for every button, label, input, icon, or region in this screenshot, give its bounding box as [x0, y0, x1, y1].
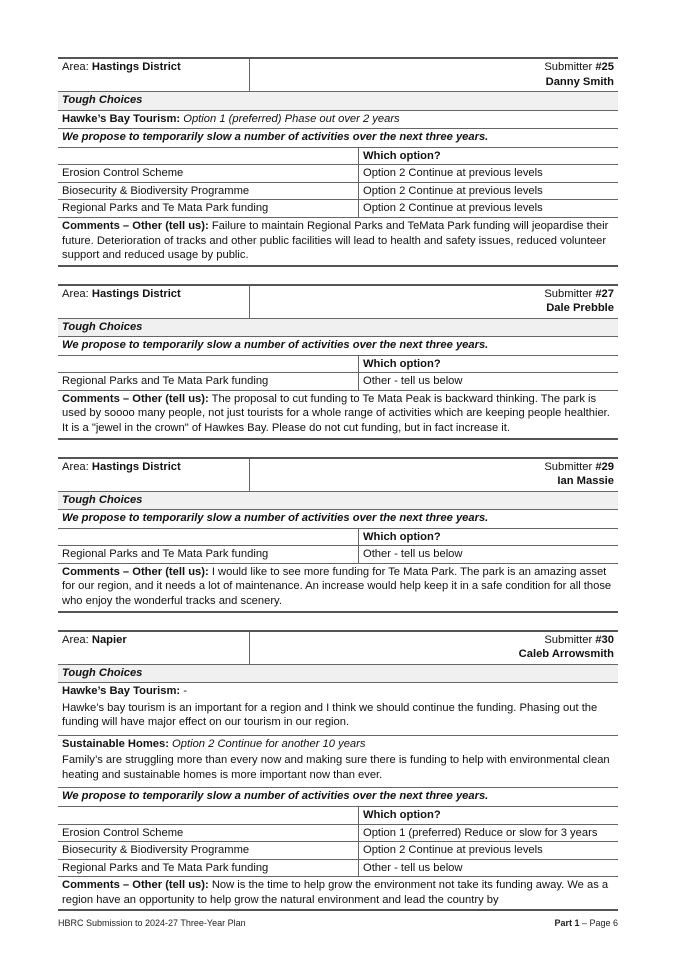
submitter-name: Ian Massie [557, 475, 614, 488]
option-activity: Regional Parks and Te Mata Park funding [58, 200, 359, 217]
page-footer [58, 918, 618, 930]
option-choice: Other - tell us below [363, 548, 463, 561]
comments-label: Comments – Other (tell us): [62, 565, 209, 578]
options-header [58, 528, 618, 546]
comments-label: Comments – Other (tell us): [62, 879, 209, 892]
submitter-label: Submitter [544, 61, 593, 73]
option-row [58, 199, 618, 217]
which-option-label: Which option? [363, 357, 441, 370]
option-choice: Option 2 Continue at previous levels [363, 184, 543, 197]
footer-page: – Page 6 [581, 918, 618, 928]
area-label: Area: [62, 633, 89, 646]
submitter-label: Submitter [544, 287, 593, 300]
area-cell [58, 59, 250, 91]
submission-block [58, 457, 618, 613]
submitter-number: #25 [595, 61, 614, 73]
comments-label: Comments – Other (tell us): [62, 219, 209, 232]
which-option-label: Which option? [363, 809, 441, 821]
options-header-blank [58, 356, 359, 373]
option-activity: Erosion Control Scheme [58, 165, 359, 182]
comments-text: Now is the time to help grow the environment not take its funding away. We as a region have an opportunity to help grow the natural environment and lead the country by [62, 879, 609, 906]
submitter-label: Submitter [544, 633, 593, 646]
area-label: Area: [62, 460, 89, 473]
options-header-blank [58, 807, 359, 824]
submission-header [58, 286, 618, 318]
comments-row [58, 563, 618, 611]
area-label: Area: [62, 287, 89, 300]
area-cell [58, 632, 250, 664]
option-activity: Regional Parks and Te Mata Park funding [58, 546, 359, 563]
tourism-comment: Hawke’s bay tourism is an important for a region and I think we should continue the funding. Phasing out the funding will have major effect on our tourism in our region. [62, 701, 598, 729]
submitter-number: #27 [595, 287, 614, 300]
option-activity: Regional Parks and Te Mata Park funding [58, 373, 359, 390]
section-heading: Tough Choices [58, 491, 618, 510]
submitter-label: Submitter [544, 460, 593, 473]
option-activity: Regional Parks and Te Mata Park funding [58, 860, 359, 877]
comments-row [58, 217, 618, 265]
option-choice: Option 1 (preferred) Reduce or slow for 3 years [363, 826, 598, 839]
comments-label: Comments – Other (tell us): [62, 392, 209, 405]
option-choice: Option 2 Continue at previous levels [363, 167, 543, 180]
tourism-label: Hawke’s Bay Tourism: [62, 112, 181, 125]
section-heading: Tough Choices [58, 91, 618, 110]
options-header-blank [58, 148, 359, 165]
homes-label: Sustainable Homes: [62, 737, 169, 750]
option-activity: Erosion Control Scheme [58, 825, 359, 842]
submission-block [58, 57, 618, 267]
area-label: Area: [62, 61, 89, 73]
tourism-label: Hawke’s Bay Tourism: [62, 685, 181, 698]
tourism-row [58, 682, 618, 735]
which-option-label: Which option? [363, 149, 441, 162]
tourism-value: - [183, 685, 187, 698]
section-heading: Tough Choices [58, 664, 618, 683]
area-value: Hastings District [91, 287, 181, 300]
section-heading: Tough Choices [58, 318, 618, 337]
proposal-text: We propose to temporarily slow a number of activities over the next three years. [58, 787, 618, 806]
proposal-text: We propose to temporarily slow a number of activities over the next three years. [58, 509, 618, 528]
option-choice: Other - tell us below [363, 861, 463, 874]
comments-text: The proposal to cut funding to Te Mata Peak is backward thinking. The park is used by soooo many people, not just tourists for a whole range of activities which are keeping people healthier. It is a "jewel in the crown" of Hawkes Bay. Please do not cut funding, but in fact increase it. [62, 392, 610, 434]
submissions-list [58, 57, 618, 911]
comments-text: I would like to see more funding for Te Mata Park. The park is an amazing asset for our region, and it needs a lot of maintenance. An increase would help keep it in a safe condition for all those who enjoy the wonderful tracks and scenery. [62, 565, 612, 607]
footer-page-number [554, 918, 618, 930]
homes-value: Option 2 Continue for another 10 years [172, 737, 366, 750]
submission-block [58, 284, 618, 440]
option-row [58, 859, 618, 877]
submitter-cell [250, 286, 618, 318]
which-option-label: Which option? [363, 530, 441, 543]
options-header-blank [58, 529, 359, 546]
comments-row [58, 876, 618, 909]
area-value: Napier [91, 633, 127, 646]
footer-part: Part 1 [554, 918, 580, 928]
options-header [58, 355, 618, 373]
option-activity: Biosecurity & Biodiversity Programme [58, 842, 359, 859]
option-row [58, 545, 618, 563]
option-row [58, 372, 618, 390]
submitter-number: #29 [595, 460, 614, 473]
submitter-cell [250, 459, 618, 491]
submitter-name: Danny Smith [545, 75, 614, 88]
submitter-cell [250, 59, 618, 91]
sustainable-homes-row [58, 735, 618, 788]
area-value: Hastings District [91, 61, 181, 73]
options-header [58, 806, 618, 824]
submission-header [58, 632, 618, 664]
submission-header [58, 459, 618, 491]
submission-header [58, 59, 618, 91]
option-row [58, 182, 618, 200]
option-choice: Option 2 Continue at previous levels [363, 844, 543, 857]
submitter-cell [250, 632, 618, 664]
options-header [58, 147, 618, 165]
comments-row [58, 390, 618, 438]
proposal-text: We propose to temporarily slow a number of activities over the next three years. [58, 128, 618, 147]
area-value: Hastings District [91, 460, 181, 473]
option-row [58, 824, 618, 842]
submitter-name: Caleb Arrowsmith [518, 648, 614, 661]
tourism-row [58, 110, 618, 129]
option-choice: Option 2 Continue at previous levels [363, 202, 543, 215]
proposal-text: We propose to temporarily slow a number of activities over the next three years. [58, 336, 618, 355]
footer-document-title: HBRC Submission to 2024-27 Three-Year Plan [58, 918, 246, 928]
submission-block [58, 630, 618, 912]
option-row [58, 164, 618, 182]
area-cell [58, 286, 250, 318]
homes-comment: Family’s are struggling more than every now and making sure there is funding to help with environmental clean heating and sustainable homes is more important now than ever. [62, 754, 610, 781]
option-choice: Other - tell us below [363, 375, 463, 388]
submitter-number: #30 [595, 633, 614, 646]
option-activity: Biosecurity & Biodiversity Programme [58, 183, 359, 200]
tourism-value: Option 1 (preferred) Phase out over 2 years [183, 112, 400, 125]
submitter-name: Dale Prebble [546, 302, 614, 315]
area-cell [58, 459, 250, 491]
option-row [58, 841, 618, 859]
comments-text: Failure to maintain Regional Parks and TeMata Park funding will jeopardise their future. Deterioration of tracks and other public facilities will lead to health and safety issues, reduced volunteer support and reduced usage by public. [62, 219, 609, 262]
